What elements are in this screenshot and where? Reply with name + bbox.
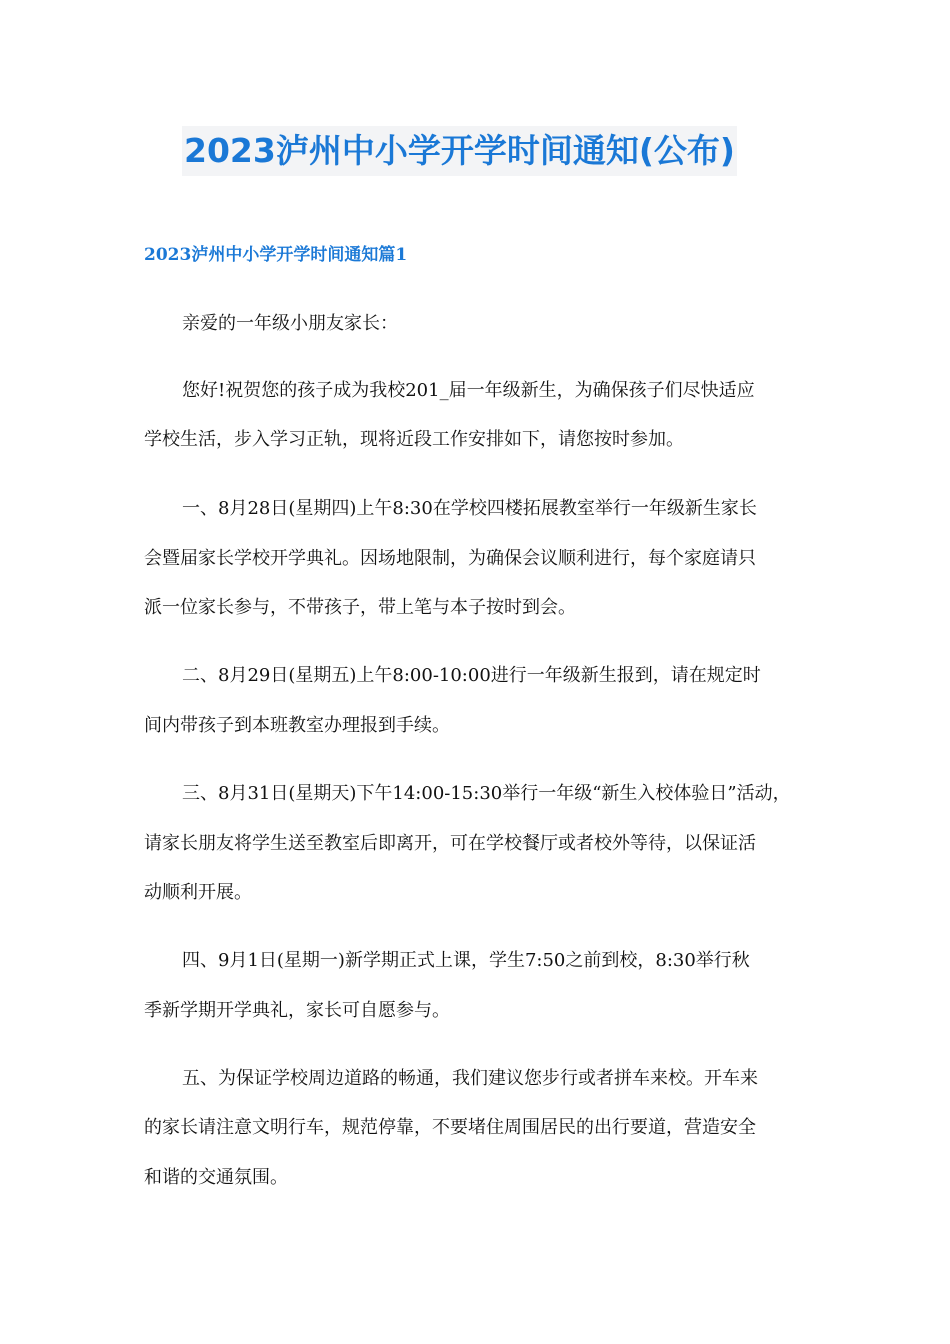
paragraph-line: 动顺利开展。: [144, 882, 252, 903]
paragraph-line: 派一位家长参与，不带孩子，带上笔与本子按时到会。: [144, 597, 576, 618]
paragraph-line: 季新学期开学典礼，家长可自愿参与。: [144, 1000, 450, 1021]
paragraph-line: 学校生活，步入学习正轨，现将近段工作安排如下，请您按时参加。: [144, 429, 684, 450]
paragraph-line: 的家长请注意文明行车，规范停靠，不要堵住周围居民的出行要道，营造安全: [144, 1117, 756, 1138]
paragraph-line: 四、9月1日(星期一)新学期正式上课，学生7:50之前到校，8:30举行秋: [182, 950, 750, 971]
paragraph-line: 三、8月31日(星期天)下午14:00-15:30举行一年级“新生入校体验日”活动，: [182, 783, 791, 804]
document-title: 2023泸州中小学开学时间通知(公布): [182, 126, 737, 176]
paragraph-line: 五、为保证学校周边道路的畅通，我们建议您步行或者拼车来校。开车来: [182, 1068, 758, 1089]
paragraph-line: 间内带孩子到本班教室办理报到手续。: [144, 715, 450, 736]
paragraph-line: 和谐的交通氛围。: [144, 1167, 288, 1188]
paragraph-line: 一、8月28日(星期四)上午8:30在学校四楼拓展教室举行一年级新生家长: [182, 498, 757, 519]
section-heading: 2023泸州中小学开学时间通知篇1: [144, 245, 408, 265]
paragraph-line: 会暨届家长学校开学典礼。因场地限制，为确保会议顺利进行，每个家庭请只: [144, 548, 756, 569]
paragraph-line: 二、8月29日(星期五)上午8:00-10:00进行一年级新生报到，请在规定时: [182, 665, 761, 686]
greeting-line: 亲爱的一年级小朋友家长：: [182, 313, 398, 334]
paragraph-line: 您好!祝贺您的孩子成为我校201_届一年级新生，为确保孩子们尽快适应: [182, 380, 755, 401]
paragraph-line: 请家长朋友将学生送至教室后即离开，可在学校餐厅或者校外等待，以保证活: [144, 833, 756, 854]
